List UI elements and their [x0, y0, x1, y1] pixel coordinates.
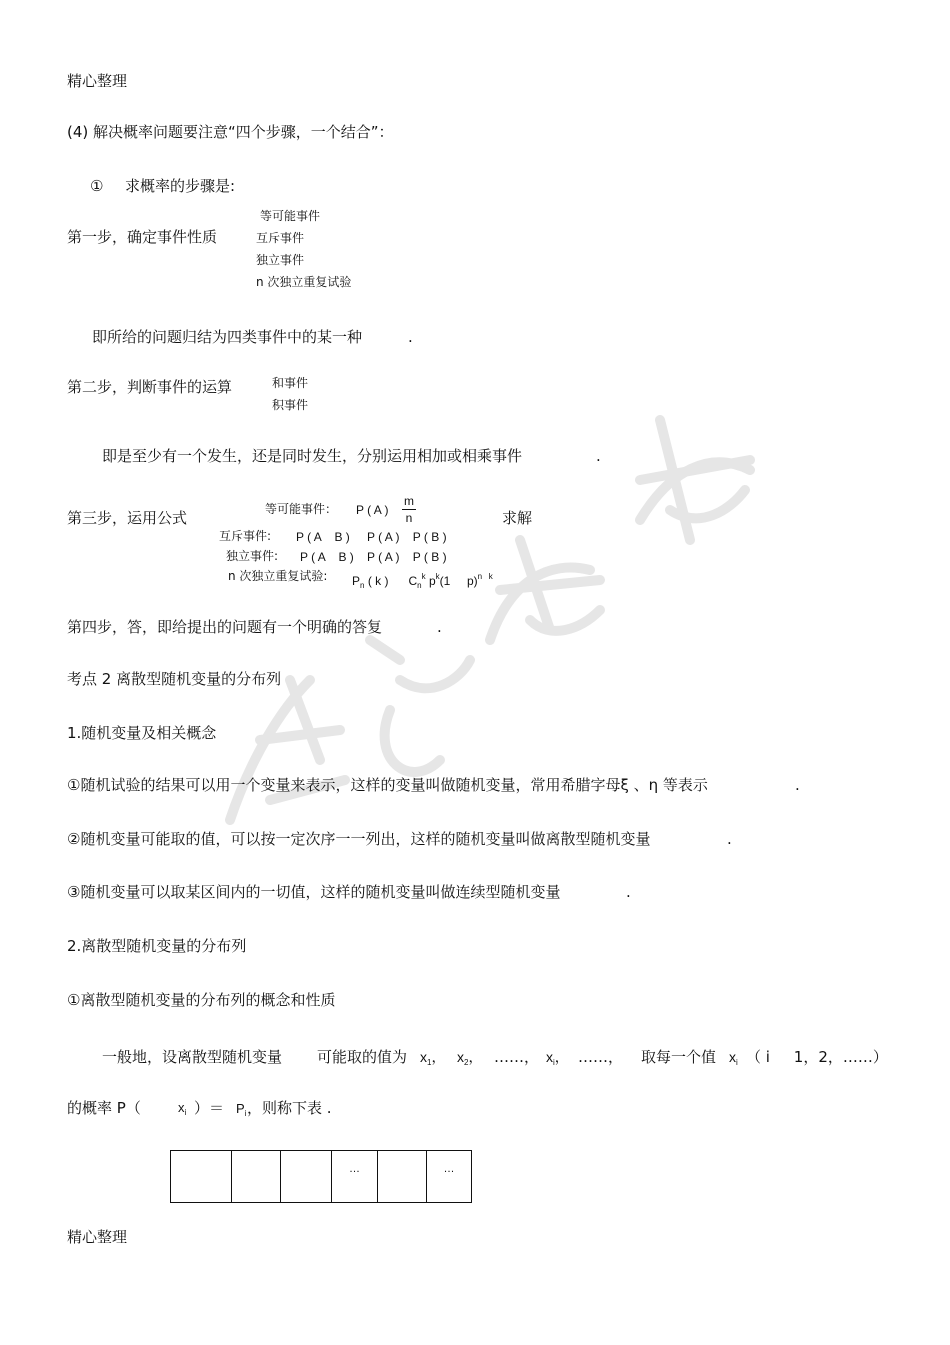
page-footer: 精心整理	[67, 1228, 128, 1246]
step2-note-end: .	[596, 447, 601, 465]
value-xi: $x_i$	[729, 1049, 738, 1067]
step1-option: n 次独立重复试验	[256, 275, 352, 289]
step4-end: .	[437, 618, 442, 636]
table-cell: …	[332, 1151, 378, 1203]
value-x1: $x_1$，	[420, 1049, 446, 1067]
concept-item-end: .	[727, 830, 732, 848]
section-2-title: 2.离散型随机变量的分布列	[67, 937, 247, 955]
value-x2: $x_2$，	[457, 1049, 483, 1067]
step1-option: 互斥事件	[256, 231, 305, 245]
formula-bern-label: n 次独立重复试验:	[228, 569, 328, 583]
steps-marker: ①	[90, 177, 104, 195]
table-cell	[232, 1151, 281, 1203]
formula-indep-rhs: P ( A ) P ( B )	[367, 550, 447, 564]
formula-bernoulli: $P_n$ ( k ) $C_n^k$ $p^k(1$ p)$^{n k}$	[352, 572, 493, 590]
formula-equal-fraction	[402, 494, 416, 525]
step1-option: 独立事件	[256, 253, 305, 267]
section-1-title: 1.随机变量及相关概念	[67, 724, 217, 742]
para-text: 取每一个值	[641, 1048, 717, 1066]
fraction-numerator: m	[404, 494, 414, 508]
formula-indep-lhs: P ( A B )	[300, 550, 354, 564]
value-xi: $x_i$	[178, 1100, 187, 1117]
ellipsis: ……，	[494, 1048, 540, 1066]
table-cell	[378, 1151, 427, 1203]
formula-indep-label: 独立事件:	[226, 549, 279, 563]
formula-mutex-rhs: P ( A ) P ( B )	[367, 530, 447, 544]
step2-label: 第二步，判断事件的运算	[67, 378, 233, 396]
table-cell	[281, 1151, 332, 1203]
fraction-denominator: n	[405, 511, 413, 525]
section-4-title: (4) 解决概率问题要注意“四个步骤，一个结合”：	[67, 123, 394, 141]
para-index-range: （ i 1，2，……）	[746, 1048, 888, 1066]
value-xi: $x_i$，	[546, 1049, 569, 1067]
step2-note: 即是至少有一个发生，还是同时发生，分别运用相加或相乘事件	[102, 447, 523, 465]
step2-option: 积事件	[272, 398, 309, 412]
step4: 第四步，答，即给提出的问题有一个明确的答复	[67, 618, 383, 636]
kaodian-2-title: 考点 2 离散型随机变量的分布列	[67, 670, 282, 688]
concept-item-end: .	[795, 776, 800, 794]
para-text: ，则称下表 .	[247, 1099, 332, 1117]
step3-label: 第三步，运用公式	[67, 509, 188, 527]
steps-intro: 求概率的步骤是:	[125, 177, 236, 195]
formula-mutex-label: 互斥事件:	[219, 529, 272, 543]
formula-mutex-lhs: P ( A B )	[296, 530, 350, 544]
step1-label: 第一步，确定事件性质	[67, 228, 218, 246]
value-pi: $P_i$	[236, 1101, 247, 1118]
section-2-subtitle: ①离散型随机变量的分布列的概念和性质	[67, 991, 336, 1009]
step1-note-end: .	[408, 328, 413, 346]
concept-item: ②随机变量可能取的值，可以按一定次序一一列出，这样的随机变量叫做离散型随机变量	[67, 830, 651, 848]
fraction-bar	[402, 509, 416, 510]
formula-equal-lhs: P ( A )	[356, 503, 389, 517]
step1-note: 即所给的问题归结为四类事件中的某一种	[92, 328, 363, 346]
concept-item-end: .	[626, 883, 631, 901]
formula-equal-label: 等可能事件：	[265, 502, 338, 516]
concept-item: ③随机变量可以取某区间内的一切值，这样的随机变量叫做连续型随机变量	[67, 883, 561, 901]
step2-option: 和事件	[272, 376, 309, 390]
table-cell: …	[427, 1151, 472, 1203]
table-cell	[171, 1151, 232, 1203]
page-header: 精心整理	[67, 72, 128, 90]
step1-option: 等可能事件	[260, 209, 321, 223]
para-text: 可能取的值为	[317, 1048, 408, 1066]
step3-suffix: 求解	[502, 509, 533, 527]
ellipsis: ……，	[578, 1048, 624, 1066]
para-text: ）＝	[194, 1099, 225, 1117]
concept-item: ①随机试验的结果可以用一个变量来表示，这样的变量叫做随机变量，常用希腊字母ξ 、η 等表示	[67, 776, 708, 794]
table-row	[171, 1151, 472, 1203]
para-text: 的概率 P（	[67, 1099, 141, 1117]
para-text: 一般地，设离散型随机变量	[102, 1048, 283, 1066]
distribution-table	[170, 1150, 472, 1203]
